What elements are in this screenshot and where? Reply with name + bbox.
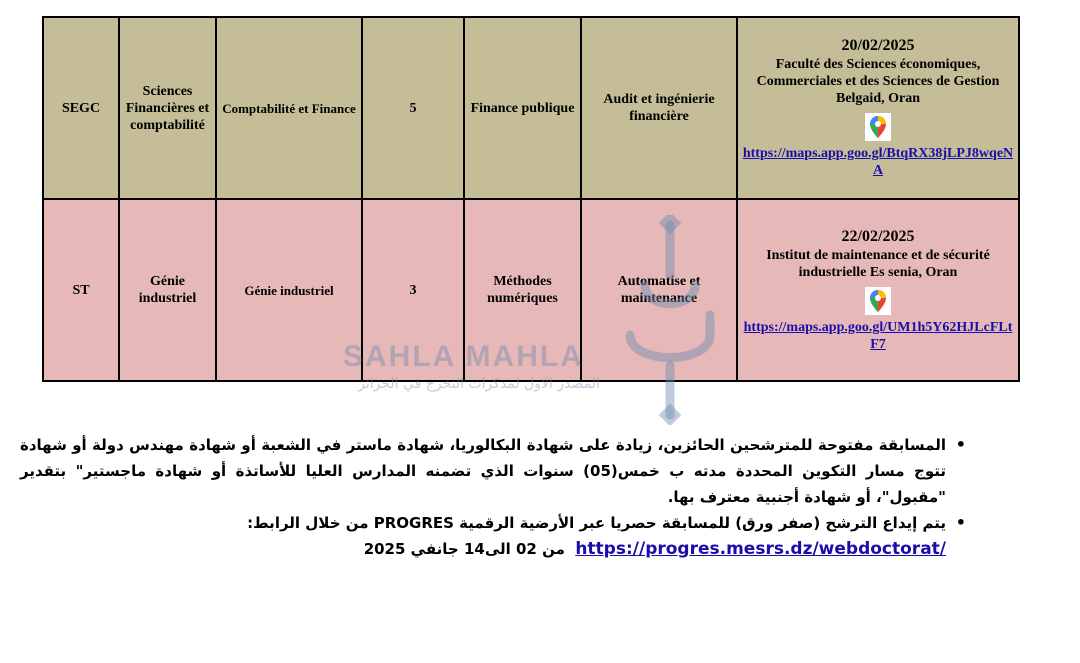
positions-cell: 3: [362, 199, 464, 381]
exam-place: Faculté des Sciences économiques, Commerciales et des Sciences de Gestion Belgaid, Oran: [756, 57, 1000, 106]
option1-cell: Méthodes numériques: [464, 199, 581, 381]
doctorate-table: [42, 16, 1020, 382]
exam-date: 20/02/2025: [841, 37, 915, 54]
progres-link[interactable]: https://progres.mesrs.dz/webdoctorat/: [575, 539, 946, 559]
domain-cell: ST: [43, 199, 119, 381]
map-link[interactable]: https://maps.app.goo.gl/UM1h5Y62HJLcFLtF7: [743, 319, 1013, 352]
list-item: [20, 432, 966, 510]
map-link[interactable]: https://maps.app.goo.gl/BtqRX38jLPJ8wqeNA: [742, 146, 1014, 178]
option2-cell: Automatise et maintenance: [581, 199, 737, 381]
exam-place: Institut de maintenance et de sécurité industrielle Es senia, Oran: [766, 247, 990, 280]
option1-cell: Finance publique: [464, 17, 581, 199]
watermark-title: SAHLA MAHLA: [343, 340, 584, 373]
submission-text: يتم إيداع الترشح (صفر ورق) للمسابقة حصريا عبر الأرضية الرقمية PROGRES من خلال الرابط:: [247, 514, 946, 532]
bullet-icon: •: [955, 435, 966, 454]
specialty-cell: Génie industriel: [216, 199, 362, 381]
bullet-icon: •: [955, 513, 966, 532]
notes-section: [20, 432, 968, 562]
list-item: [20, 510, 966, 562]
field-cell: Sciences Financières et comptabilité: [119, 17, 216, 199]
positions-cell: 5: [362, 17, 464, 199]
watermark-subtitle: المصدر الاول لمذكرات التخرج في الجزائر: [358, 376, 600, 392]
eligibility-text: المسابقة مفتوحة للمترشحين الحائزين، زيادة على شهادة البكالوريا، شهادة ماستر في الشعبة أو شهادة مهندس دولة أو شهادة تتوج مسار التكوين المحددة مدته ب خمس(05) سنوات الذي تضمنه المدارس العليا للأساتذة أو شهادة ماجستير" بتقدير "مقبول"، أو شهادة أجنبية معترف بها.: [20, 436, 946, 506]
exam-date: 22/02/2025: [841, 227, 915, 245]
field-cell: Génie industriel: [119, 199, 216, 381]
exam-site-cell: [737, 199, 1019, 381]
exam-site-cell: [737, 17, 1019, 199]
table-row: [43, 17, 1019, 199]
map-pin-icon[interactable]: [865, 287, 891, 315]
map-pin-icon[interactable]: [865, 113, 891, 141]
domain-cell: SEGC: [43, 17, 119, 199]
specialty-cell: Comptabilité et Finance: [216, 17, 362, 199]
option2-cell: Audit et ingénierie financière: [581, 17, 737, 199]
submission-dates: من 02 الى14 جانفي 2025: [363, 540, 565, 558]
